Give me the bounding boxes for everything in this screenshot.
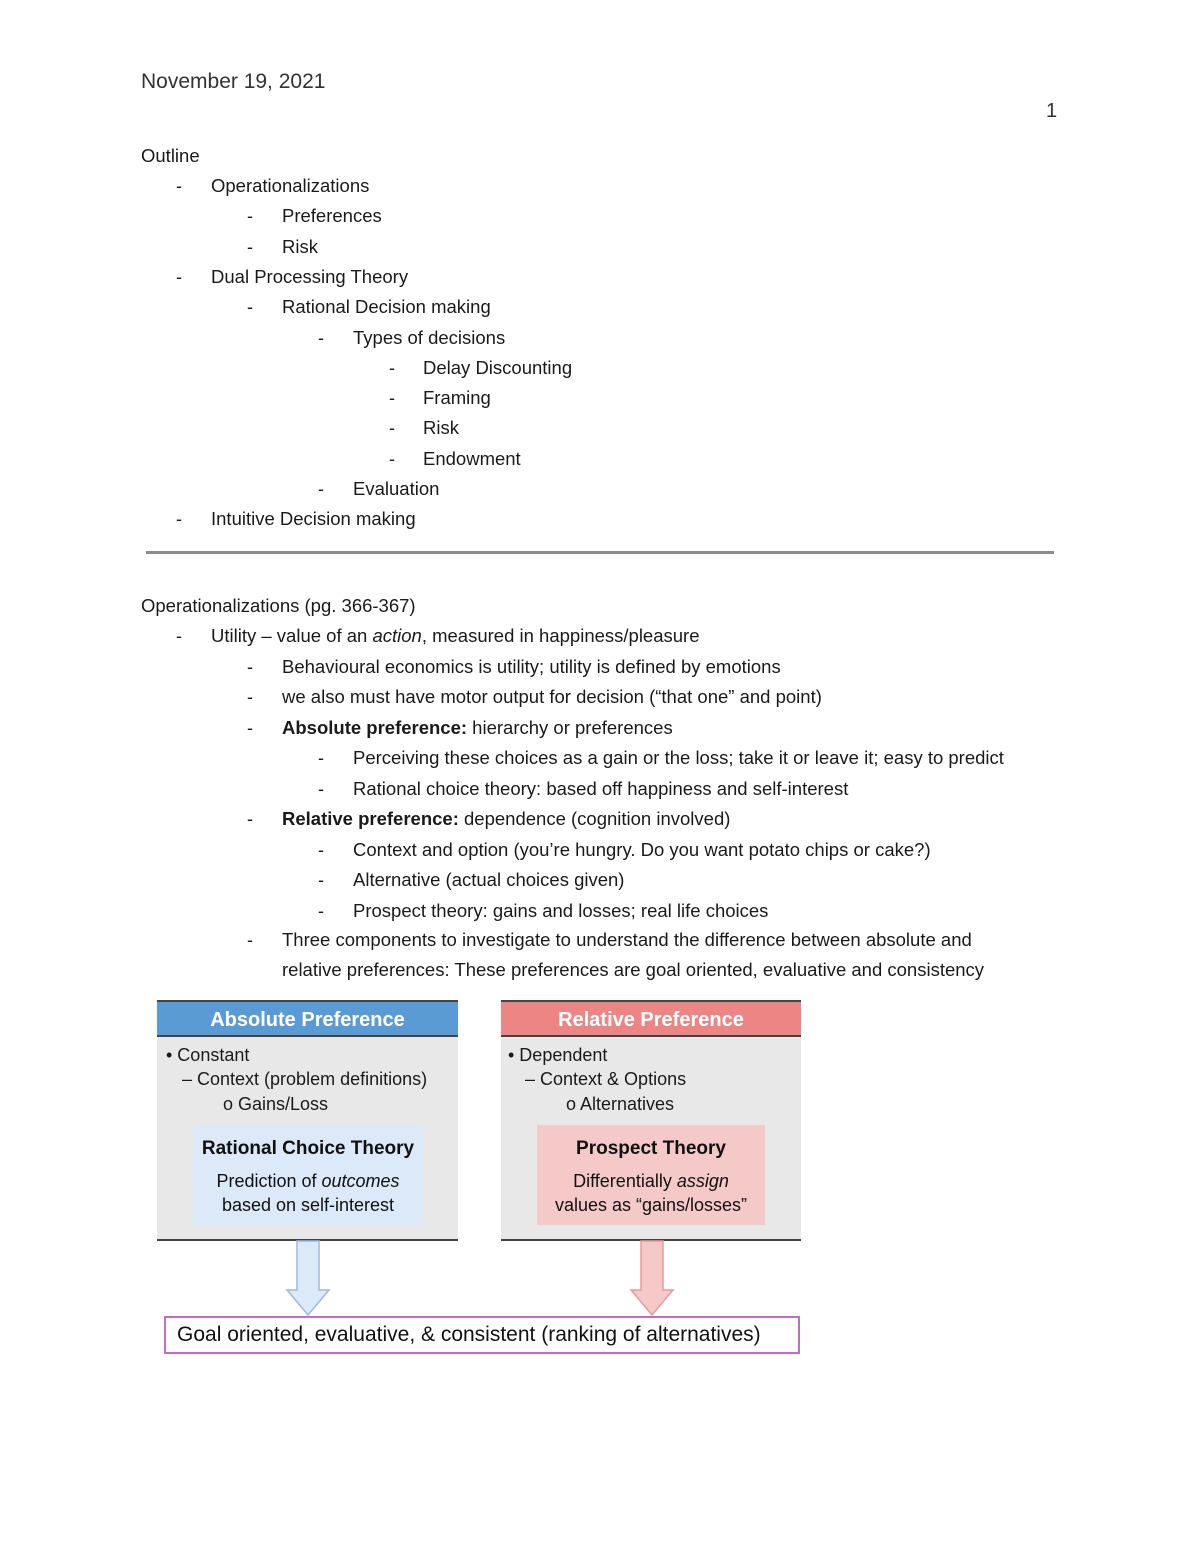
red-down-arrow-icon <box>629 1240 675 1316</box>
relative-sub: – Context & Options <box>525 1069 687 1089</box>
outline-title: Outline <box>141 145 200 166</box>
goal-box: Goal oriented, evaluative, & consistent (ranking of alternatives) <box>164 1316 800 1354</box>
prospect-theory-line: Differentially assign <box>573 1171 729 1191</box>
relative-preference-header: Relative Preference <box>501 1000 801 1037</box>
outline-item: Evaluation <box>353 478 440 499</box>
prospect-theory-box <box>537 1125 765 1225</box>
absolute-sub: – Context (problem definitions) <box>182 1069 428 1089</box>
relative-bullet: • Dependent <box>508 1045 608 1065</box>
list-dash: - <box>318 748 324 768</box>
rational-choice-line: Prediction of outcomes <box>216 1171 400 1191</box>
list-dash: - <box>318 479 324 499</box>
list-dash: - <box>247 809 253 829</box>
rational-choice-theory-title: Rational Choice Theory <box>201 1138 415 1159</box>
list-dash: - <box>318 779 324 799</box>
relative-sub-line: Prospect theory: gains and losses; real life choices <box>353 900 769 921</box>
list-dash: - <box>247 718 253 738</box>
list-dash: - <box>247 930 253 950</box>
relative-preference-box <box>501 1000 801 1241</box>
section-divider <box>146 551 1054 554</box>
list-dash: - <box>318 901 324 921</box>
list-dash: - <box>176 509 182 529</box>
page-number: 1 <box>1046 100 1058 122</box>
absolute-bullet: • Constant <box>166 1045 250 1065</box>
list-dash: - <box>318 870 324 890</box>
motor-line: we also must have motor output for decision (“that one” and point) <box>282 686 822 707</box>
outline-item: Delay Discounting <box>423 357 573 378</box>
absolute-preference-box <box>157 1000 458 1241</box>
rational-choice-line: based on self-interest <box>221 1195 395 1215</box>
relative-subsub: o Alternatives <box>566 1094 675 1114</box>
blue-down-arrow-icon <box>285 1240 331 1316</box>
list-dash: - <box>318 328 324 348</box>
absolute-sub-line: Rational choice theory: based off happiness and self-interest <box>353 778 849 799</box>
relative-sub-line: Context and option (you’re hungry. Do you want potato chips or cake?) <box>353 839 931 860</box>
outline-item: Intuitive Decision making <box>211 508 416 529</box>
prospect-theory-line: values as “gains/losses” <box>554 1195 748 1215</box>
outline-item: Endowment <box>423 448 521 469</box>
outline-item: Dual Processing Theory <box>211 266 409 287</box>
rational-choice-theory-box <box>193 1125 423 1225</box>
list-dash: - <box>389 418 395 438</box>
absolute-sub-line: Perceiving these choices as a gain or the loss; take it or leave it; easy to predict <box>353 747 1004 768</box>
outline-item: Risk <box>282 236 318 257</box>
relative-preference-line: Relative preference: dependence (cognition involved) <box>282 808 731 829</box>
list-dash: - <box>318 840 324 860</box>
list-dash: - <box>247 687 253 707</box>
three-components-line: Three components to investigate to understand the difference between absolute and <box>282 929 972 950</box>
absolute-subsub: o Gains/Loss <box>223 1094 329 1114</box>
section-title: Operationalizations (pg. 366-367) <box>141 595 416 616</box>
list-dash: - <box>247 297 253 317</box>
list-dash: - <box>176 267 182 287</box>
three-components-line: relative preferences: These preferences are goal oriented, evaluative and consistency <box>282 959 985 980</box>
list-dash: - <box>247 237 253 257</box>
list-dash: - <box>389 388 395 408</box>
list-dash: - <box>247 657 253 677</box>
prospect-theory-title: Prospect Theory <box>576 1138 726 1159</box>
list-dash: - <box>389 449 395 469</box>
outline-item: Framing <box>423 387 491 408</box>
list-dash: - <box>176 626 182 646</box>
document-date: November 19, 2021 <box>141 70 326 93</box>
relative-sub-line: Alternative (actual choices given) <box>353 869 625 890</box>
outline-item: Rational Decision making <box>282 296 491 317</box>
outline-item: Types of decisions <box>353 327 506 348</box>
outline-item: Preferences <box>282 205 382 226</box>
list-dash: - <box>176 176 182 196</box>
absolute-preference-line: Absolute preference: hierarchy or preferences <box>282 717 673 738</box>
behavioural-line: Behavioural economics is utility; utility is defined by emotions <box>282 656 781 677</box>
outline-item: Risk <box>423 417 459 438</box>
utility-line: Utility – value of an action, measured in happiness/pleasure <box>211 625 700 646</box>
absolute-preference-header: Absolute Preference <box>157 1000 458 1037</box>
list-dash: - <box>247 206 253 226</box>
outline-item: Operationalizations <box>211 175 370 196</box>
list-dash: - <box>389 358 395 378</box>
